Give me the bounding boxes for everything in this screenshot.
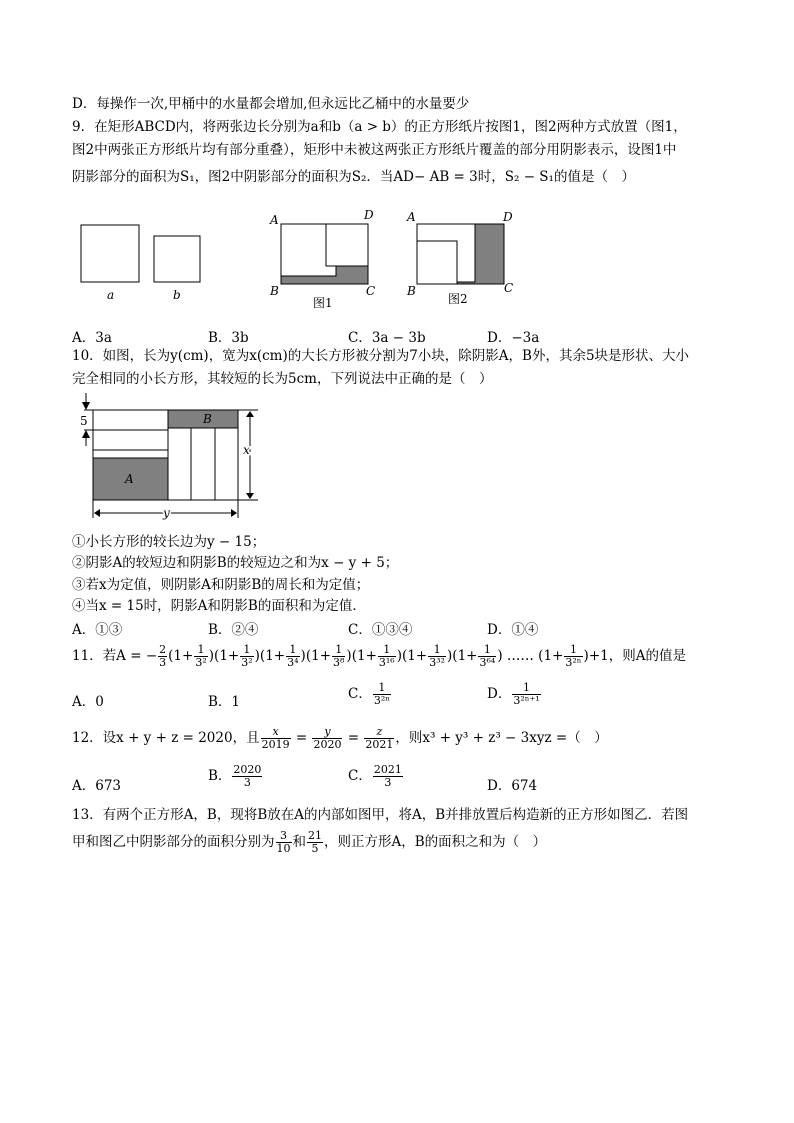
q10-statement-1: ①小长方形的较长边为y − 15； (72, 534, 266, 550)
q10-line1: 10．如图，长为y(cm)，宽为x(cm)的大长方形被分割为7小块，除阴影A，B外，其余5块是形状、大小 (72, 348, 690, 364)
q12-option-a: A．673 (72, 778, 122, 794)
q8-option-d: D．每操作一次,甲桶中的水量都会增加,但永远比乙桶中的水量要少 (72, 96, 470, 112)
q10-statement-3: ③若x为定值，则阴影A和阴影B的周长和为定值； (72, 577, 370, 593)
fig1-vertex-b: B (270, 284, 279, 298)
q10-option-a: A．①③ (72, 622, 123, 638)
fig2-vertex-c: C (504, 281, 514, 295)
q9-line2: 图2中两张正方形纸片均有部分重叠），矩形中未被这两张正方形纸片覆盖的部分用阴影表示，设图1中 (72, 142, 677, 158)
label-5: 5 (80, 414, 88, 428)
q9-option-a: A．3a (72, 330, 112, 346)
fig1-caption: 图1 (313, 296, 333, 310)
square-a (81, 225, 139, 282)
q11-line: 11．若A = − $\frac{2}{3}$ (1+ $\frac{1}{\text{3²}}$ )(1+ $\frac{1}{\text{3²}}$ )(1+ $\frac{1}{\text{3⁴}}$ )(1+ $\frac{1}{\text{3⁸}}$ )(1+ $\frac{1}{\text{3¹⁶}}$ )(1+ $\frac{1}{\text{3³²}}$ )(1+ $\frac{1}{\text{3⁶⁴}}$ ) …… (1+ $\frac{1}{\text{3²ⁿ}}$ )+1，则A的值是 (72, 643, 686, 669)
q11-prefix: 11．若A = − (72, 648, 158, 664)
q10-line2: 完全相同的小长方形，其较短的长为5cm，下列说法中正确的是（ ） (72, 371, 493, 387)
q11-option-c: C． $\frac{1}{\text{3²ⁿ}}$ (348, 681, 391, 707)
q9-option-d: D．−3a (487, 330, 540, 346)
q9-figures (70, 205, 540, 340)
q9-line3: 阴影部分的面积为S₁，图2中阴影部分的面积为S₂．当AD− AB = 3时，S₂ − S₁的值是（ ） (72, 169, 635, 185)
q9-option-b: B．3b (208, 330, 249, 346)
figure-2 (406, 210, 513, 306)
label-a: a (107, 288, 115, 302)
label-B: B (203, 412, 212, 426)
q13-line2: 甲和图乙中阴影部分的面积分别为 $\frac{3}{10}$ 和 $\frac{21}{5}$ ，则正方形A，B的面积之和为（ ） (72, 829, 547, 855)
q12-option-d: D．674 (487, 778, 538, 794)
q11-option-b: B．1 (208, 694, 241, 710)
q10-statement-2: ②阴影A的较短边和阴影B的较短边之和为x − y + 5； (72, 555, 399, 571)
q12-option-b: B． $\frac{2020}{3}$ (208, 763, 262, 789)
q10-figure (70, 390, 270, 525)
fig1-square-b (326, 224, 368, 266)
square-b (154, 236, 200, 282)
fig1-vertex-a: A (270, 213, 279, 227)
label-y: y (163, 506, 170, 520)
fig2-caption: 图2 (448, 292, 468, 306)
fig2-vertex-d: D (503, 210, 513, 224)
q11-option-d: D． $\frac{1}{\text{3²ⁿ⁺¹}}$ (487, 681, 540, 707)
fig2-vertex-a: A (407, 210, 416, 224)
label-b: b (173, 288, 181, 302)
q10-option-b: B．②④ (208, 622, 259, 638)
q10-option-d: D．①④ (487, 622, 539, 638)
q9-line1: 9．在矩形ABCD内，将两张边长分别为a和b（a > b）的正方形纸片按图1，图2两种方式放置（图1， (72, 119, 687, 135)
fig1-vertex-d: D (364, 208, 374, 222)
label-x: x (243, 443, 250, 457)
q12-line: 12．设x + y + z = 2020，且 $\frac{x}{2019}$ = $\frac{y}{2020}$ = $\frac{z}{2021}$ ，则x³ + y³ + z³ − 3xyz =（ ） (72, 725, 608, 751)
label-A: A (125, 472, 134, 486)
q13-line1: 13．有两个正方形A，B，现将B放在A的内部如图甲，将A，B并排放置后构造新的正方形如图乙．若图 (72, 807, 689, 823)
q10-statement-4: ④当x = 15时，阴影A和阴影B的面积和为定值． (72, 598, 366, 614)
q12-option-c: C． $\frac{2021}{3}$ (348, 763, 402, 789)
fig1-vertex-c: C (366, 284, 376, 298)
q11-option-a: A．0 (72, 694, 104, 710)
figure-1 (269, 208, 375, 310)
fig2-square-b (417, 241, 457, 284)
q9-option-c: C．3a − 3b (348, 330, 426, 346)
fig2-vertex-b: B (407, 284, 416, 298)
q10-option-c: C．①③④ (348, 622, 413, 638)
